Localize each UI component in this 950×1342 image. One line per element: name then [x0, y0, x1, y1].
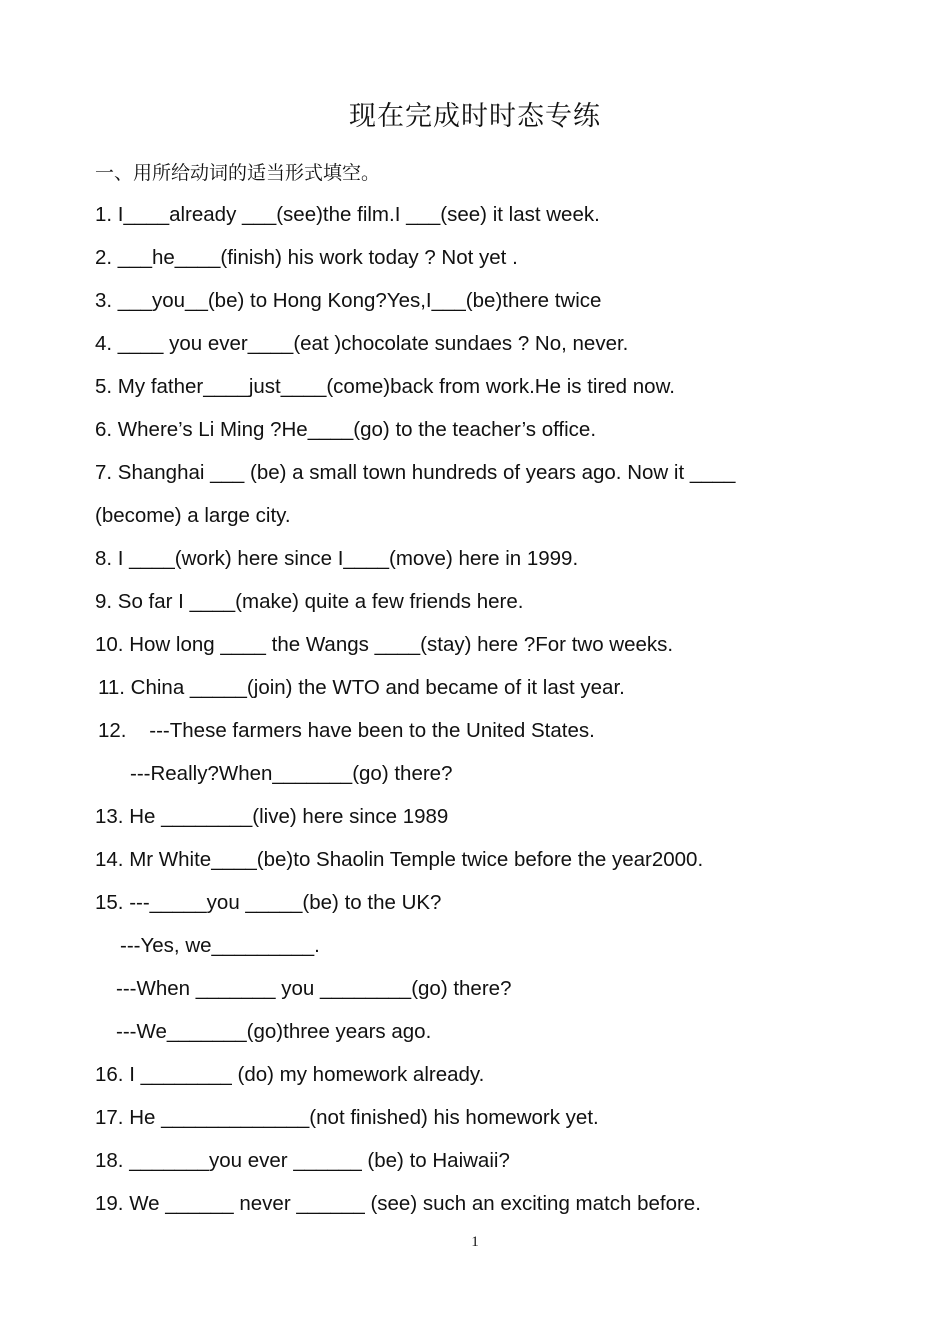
exercise-line: 15. ---_____you _____(be) to the UK? — [95, 891, 442, 914]
exercise-line: 17. He _____________(not finished) his homework yet. — [95, 1106, 599, 1129]
page-number: 1 — [471, 1234, 479, 1250]
exercise-line: 6. Where’s Li Ming ?He____(go) to the teacher’s office. — [95, 418, 597, 441]
page-title: 现在完成时时态专练 — [349, 101, 601, 132]
section-heading: 一、用所给动词的适当形式填空。 — [95, 162, 381, 184]
exercise-line: 2. ___he____(finish) his work today ? Not yet . — [95, 246, 518, 269]
exercise-line: 5. My father____just____(come)back from work.He is tired now. — [95, 375, 675, 398]
exercise-line: 1. I____already ___(see)the film.I ___(see) it last week. — [95, 203, 600, 226]
exercise-line: 19. We ______ never ______ (see) such an exciting match before. — [95, 1192, 701, 1215]
exercise-line: 10. How long ____ the Wangs ____(stay) here ?For two weeks. — [95, 633, 674, 656]
exercise-dialogue-line: ---We_______(go)three years ago. — [116, 1020, 432, 1043]
exercise-line: 4. ____ you ever____(eat )chocolate sundaes ? No, never. — [95, 332, 629, 355]
exercise-line: 11. China _____(join) the WTO and became of it last year. — [98, 676, 625, 699]
exercise-line: 13. He ________(live) here since 1989 — [95, 805, 449, 828]
exercise-line-continuation: (become) a large city. — [95, 504, 291, 527]
exercise-line: 12. ---These farmers have been to the United States. — [98, 719, 595, 742]
exercise-dialogue-line: ---Yes, we_________. — [120, 934, 320, 957]
exercise-line: 18. _______you ever ______ (be) to Haiwaii? — [95, 1149, 510, 1172]
exercise-dialogue-line: ---When _______ you ________(go) there? — [116, 977, 512, 1000]
exercise-dialogue-line: ---Really?When_______(go) there? — [130, 762, 453, 785]
exercise-line: 7. Shanghai ___ (be) a small town hundreds of years ago. Now it ____ — [95, 461, 736, 484]
exercise-line: 16. I ________ (do) my homework already. — [95, 1063, 485, 1086]
exercise-line: 8. I ____(work) here since I____(move) here in 1999. — [95, 547, 579, 570]
exercise-line: 3. ___you__(be) to Hong Kong?Yes,I___(be)there twice — [95, 289, 602, 312]
exercise-line: 14. Mr White____(be)to Shaolin Temple twice before the year2000. — [95, 848, 704, 871]
exercise-line: 9. So far I ____(make) quite a few friends here. — [95, 590, 524, 613]
